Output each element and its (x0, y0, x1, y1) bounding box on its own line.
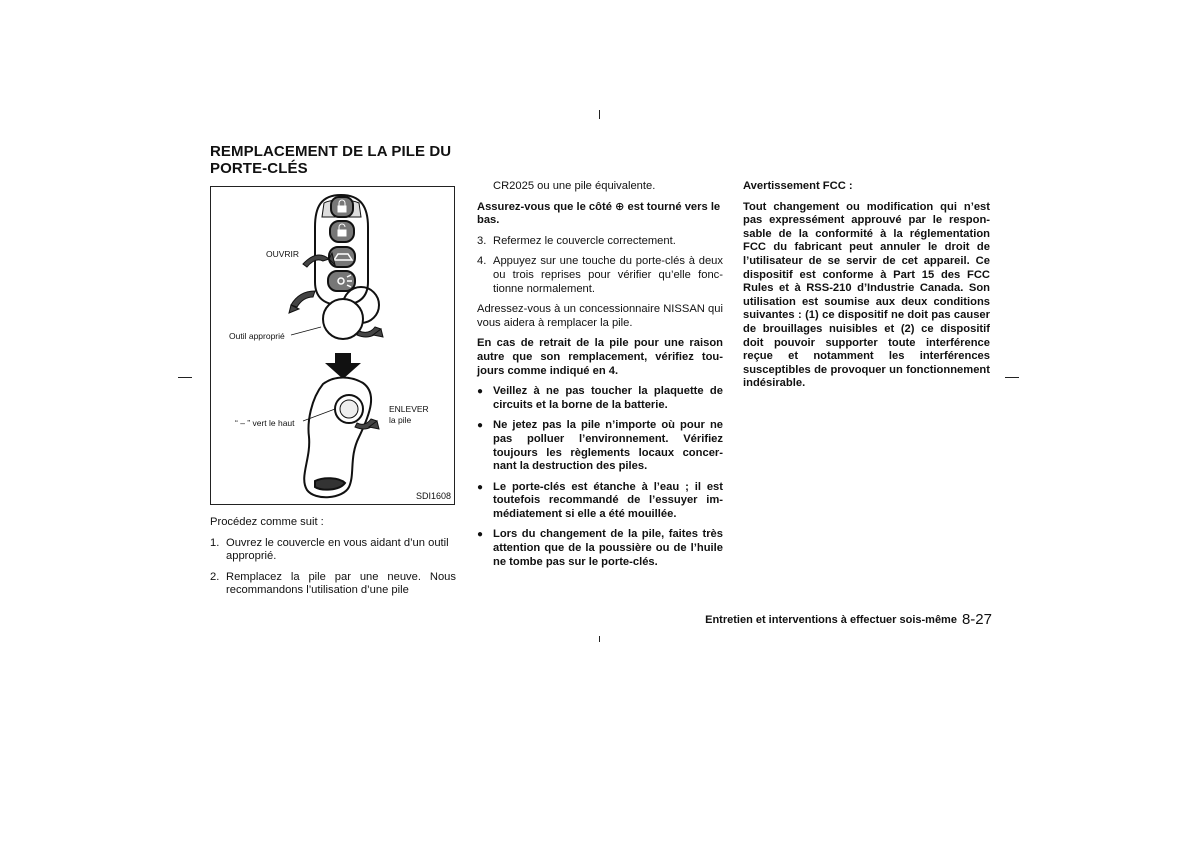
column-2 (477, 180, 723, 576)
dealer-note: Adressez-vous à un concessionnaire NISSAN qui vous aidera à remplacer la pile. (477, 303, 723, 329)
key-fob-figure (210, 186, 455, 505)
step-text: Refermez le couvercle correctement. (493, 234, 676, 247)
removal-note: En cas de retrait de la pile pour une raison autre que son remplacement, vérifiez tou- jours comme indiqué en 4. (477, 337, 723, 377)
label-remove: ENLEVER (389, 404, 429, 414)
step-text: Ouvrez le couvercle en vous aidant d’un outil approprié. (226, 536, 449, 563)
key-fob-illustration (211, 187, 456, 506)
bullet-icon: ● (477, 529, 484, 541)
list-item (477, 235, 723, 249)
step-number: 1. (210, 536, 220, 549)
list-item (477, 385, 723, 412)
page-number: 8-27 (961, 611, 992, 629)
list-item (210, 537, 456, 564)
orientation-note: Assurez-vous que le côté ⊕ est tourné vers le bas. (477, 200, 721, 227)
arrow-down-icon (325, 353, 361, 379)
step-number: 3. (477, 234, 487, 247)
crop-mark-bottom (599, 636, 600, 642)
step-text: Remplacez la pile par une neuve. Nous recommandons l’utilisation d’une pile (226, 570, 456, 597)
label-open: OUVRIR (266, 249, 300, 259)
bullet-text: Lors du changement de la pile, faites très attention que de la poussière ou de l’huile ne tombe pas sur le porte-clés. (493, 528, 723, 568)
fcc-heading: Avertissement FCC : (743, 180, 853, 192)
label-tool: Outil approprié (229, 331, 285, 341)
column-1 (210, 516, 456, 605)
page-title: REMPLACEMENT DE LA PILE DU PORTE-CLÉS (210, 143, 452, 177)
crop-mark-left (178, 377, 192, 378)
bullet-text: Veillez à ne pas toucher la plaquette de circuits et la borne de la batterie. (493, 385, 723, 411)
page-footer (640, 611, 992, 629)
fcc-warning-text: Tout changement ou modification qui n’est pas expressément approuvé par le respon- sable de la conformité à la réglementation FCC du fabricant peut annuler le droit de l’utilisateur de se servir de cet appareil. Ce dispositif est conforme à Part 15 des FCC Rules et à RSS-210 d’Industrie Canada. Son utilisation est soumise aux deux conditions suivantes : (1) ce dispositif ne doit pas causer de brouillages nuisibles et (2) ce dispositif doit pouvoir supporter toute interférence reçue et notamment les interférences susceptibles de provoquer un fonctionnement indésirable. (743, 200, 990, 390)
bullet-text: Le porte-clés est étanche à l’eau ; il est toutefois recommandé de l’essuyer im- médiatement si elle a été mouillée. (493, 480, 723, 520)
step-text: Appuyez sur une touche du porte-clés à deux ou trois reprises pour vérifier qu’elle fonc- tionne normalement. (493, 255, 723, 295)
step-number: 2. (210, 570, 220, 583)
crop-mark-top (599, 110, 600, 119)
continued-text: CR2025 ou une pile équivalente. (493, 180, 656, 192)
column-3 (743, 180, 990, 398)
intro-text: Procédez comme suit : (210, 516, 324, 528)
section-title: Entretien et interventions à effectuer sois-même (705, 613, 957, 626)
bullet-icon: ● (477, 420, 484, 432)
bullet-text: Ne jetez pas la pile n’importe où pour ne pas polluer l’environnement. Vérifiez toujours les règlements locaux concer- nant la destruction des piles. (493, 419, 723, 473)
crop-mark-right (1005, 377, 1019, 378)
battery-icon (335, 395, 363, 423)
figure-code: SDI1608 (415, 491, 451, 501)
list-item (210, 571, 456, 598)
list-item (477, 419, 723, 473)
bullet-icon: ● (477, 481, 484, 493)
list-item (477, 255, 723, 296)
label-remove-battery: la pile (389, 415, 412, 425)
label-side: “ – ” vert le haut (235, 418, 295, 428)
fob-casing (304, 378, 371, 498)
step-number: 4. (477, 255, 487, 268)
bullet-icon: ● (477, 386, 484, 398)
list-item (477, 481, 723, 522)
list-item (477, 528, 723, 569)
